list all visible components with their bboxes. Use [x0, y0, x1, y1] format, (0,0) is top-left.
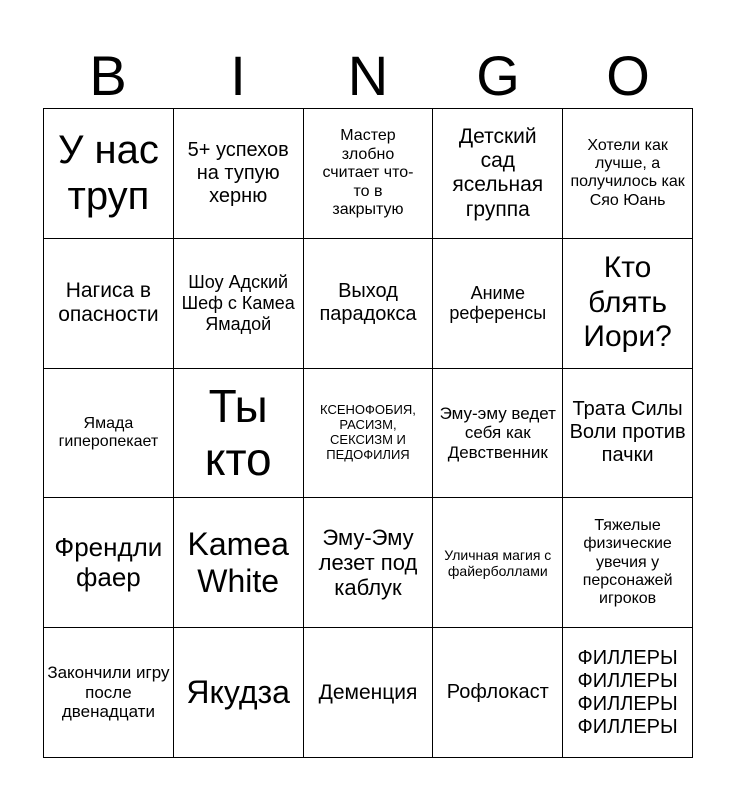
cell-text: Якудза: [186, 674, 290, 711]
bingo-cell[interactable]: [433, 109, 563, 239]
bingo-board: [43, 108, 693, 758]
cell-text: Мастер злобно считает что-то в закрытую: [322, 127, 414, 218]
cell-text: Kamea White: [187, 525, 289, 599]
bingo-cell[interactable]: [174, 239, 304, 369]
bingo-cell[interactable]: [174, 369, 304, 499]
bingo-cell[interactable]: [433, 369, 563, 499]
bingo-cell[interactable]: [304, 239, 434, 369]
bingo-cell[interactable]: [174, 498, 304, 628]
bingo-cell[interactable]: [304, 498, 434, 628]
bingo-cell[interactable]: [563, 109, 693, 239]
bingo-cell[interactable]: [563, 239, 693, 369]
bingo-cell[interactable]: [44, 628, 174, 758]
cell-text: Уличная магия с файерболлами: [444, 546, 552, 579]
header-letter-n: N: [347, 44, 389, 107]
bingo-cell[interactable]: [304, 628, 434, 758]
cell-text: 5+ успехов на тупую херню: [187, 138, 289, 207]
bingo-cell[interactable]: [433, 239, 563, 369]
bingo-cell[interactable]: [44, 369, 174, 499]
bingo-cell[interactable]: [304, 109, 434, 239]
cell-text: Аниме референсы: [449, 282, 547, 324]
bingo-cell[interactable]: [563, 498, 693, 628]
bingo-cell[interactable]: [433, 498, 563, 628]
cell-text: Кто блять Иори?: [583, 251, 672, 354]
bingo-cell[interactable]: [44, 498, 174, 628]
cell-text: Ямада гиперопекает: [58, 414, 159, 450]
cell-text: КСЕНОФОБИЯ, РАСИЗМ, СЕКСИЗМ И ПЕДОФИЛИЯ: [320, 402, 416, 462]
cell-text: Ты кто: [204, 380, 272, 485]
cell-text: Хотели как лучше, а получилось как Сяо Юань: [570, 136, 685, 209]
cell-text: Выход парадокса: [319, 280, 417, 326]
cell-text: Эму-Эму лезет под каблук: [318, 524, 418, 601]
header-letter-g: G: [476, 44, 520, 107]
header-letter-o: O: [606, 44, 650, 107]
cell-text: У нас труп: [57, 128, 159, 219]
bingo-cell[interactable]: [433, 628, 563, 758]
bingo-cell[interactable]: [563, 628, 693, 758]
cell-text: Закончили игру после двенадцати: [47, 663, 170, 722]
bingo-cell[interactable]: [174, 109, 304, 239]
cell-text: Детский сад ясельная группа: [452, 125, 544, 221]
header-letter-b: B: [89, 44, 127, 107]
bingo-header: [43, 44, 693, 108]
bingo-cell[interactable]: [563, 369, 693, 499]
cell-text: Нагиса в опасности: [58, 279, 159, 327]
cell-text: Френдли фаер: [54, 531, 163, 592]
cell-text: Деменция: [318, 680, 418, 704]
cell-text: Тяжелые физические увечия у персонажей игроков: [582, 516, 673, 608]
bingo-cell[interactable]: [44, 109, 174, 239]
header-letter-i: I: [230, 44, 246, 107]
bingo-cell[interactable]: [304, 369, 434, 499]
bingo-cell[interactable]: [44, 239, 174, 369]
cell-text: Эму-эму ведет себя как Девственник: [439, 403, 556, 462]
cell-text: ФИЛЛЕРЫ ФИЛЛЕРЫ ФИЛЛЕРЫ ФИЛЛЕРЫ: [577, 646, 678, 738]
cell-text: Шоу Адский Шеф с Камеа Ямадой: [181, 272, 295, 334]
bingo-cell[interactable]: [174, 628, 304, 758]
cell-text: Рофлокаст: [446, 681, 549, 704]
cell-text: Трата Силы Воли против пачки: [569, 398, 686, 467]
